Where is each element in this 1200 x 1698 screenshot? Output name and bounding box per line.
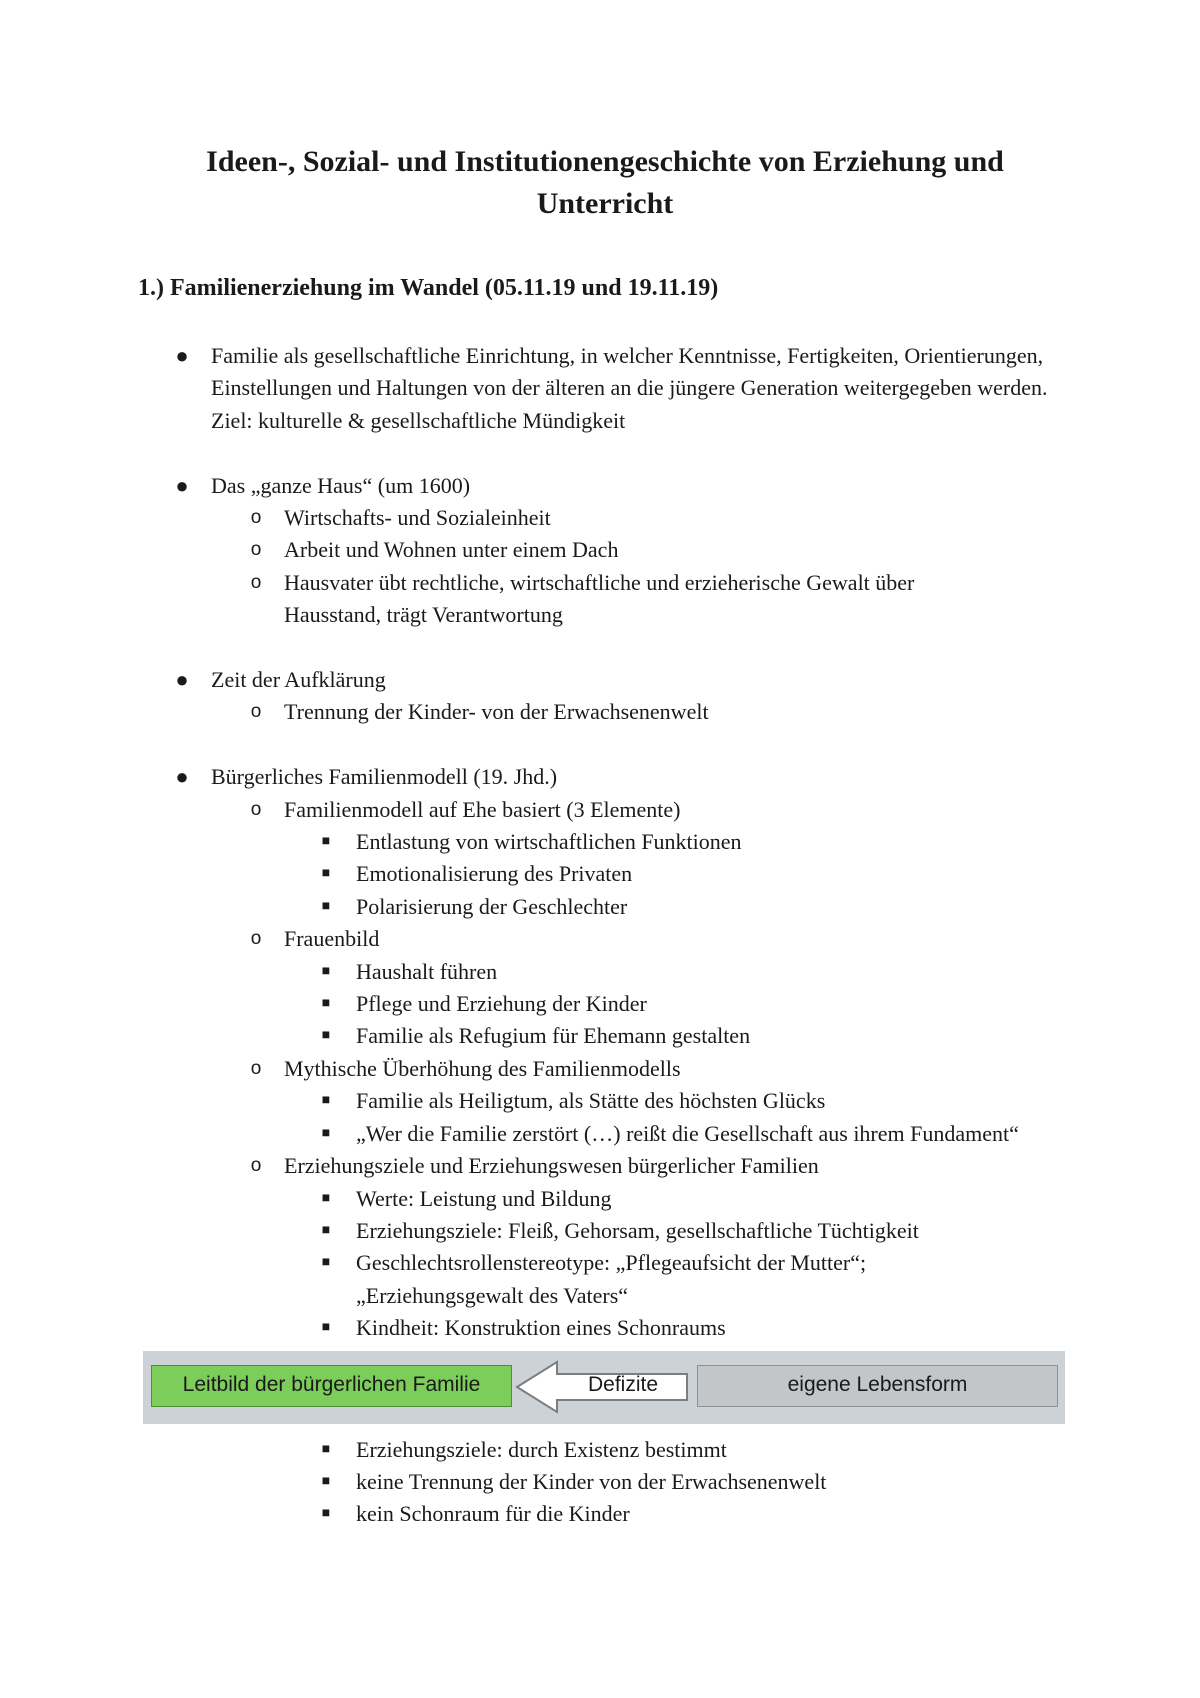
square-marker-icon: ■ <box>321 1506 331 1522</box>
paragraph-spacer <box>0 437 1200 469</box>
list-item-text: Erziehungsziele und Erziehungswesen bürgerlicher Familien <box>284 1153 819 1179</box>
square-marker-icon: ■ <box>321 1441 331 1457</box>
list-item-text: Familie als Heiligtum, als Stätte des höchsten Glücks <box>356 1088 826 1114</box>
list-item-text: kein Schonraum für die Kinder <box>356 1501 630 1527</box>
list-item-level-1 <box>0 664 1071 696</box>
square-marker-icon: ■ <box>321 1125 331 1141</box>
list-item-text: Mythische Überhöhung des Familienmodells <box>284 1055 681 1081</box>
list-item-text: Wirtschafts- und Sozialeinheit <box>284 505 551 531</box>
list-item-text: Emotionalisierung des Privaten <box>356 861 633 887</box>
list-item-level-3 <box>0 891 1036 923</box>
list-item-level-2 <box>0 1150 1004 1182</box>
list-item-level-1 <box>0 470 1071 502</box>
list-item-level-3 <box>0 1215 1036 1247</box>
circle-marker-icon: o <box>250 1057 262 1079</box>
outline-list <box>0 340 1200 1531</box>
family-model-diagram <box>143 1351 1065 1424</box>
list-item-text: Geschlechtsrollenstereotype: „Pflegeaufsicht der Mutter“; „Erziehungsgewalt des Vaters“ <box>356 1250 867 1308</box>
square-marker-icon: ■ <box>321 898 331 914</box>
list-item-level-1 <box>0 340 1071 437</box>
bullet-marker-icon: ● <box>175 764 189 790</box>
list-item-text: Hausvater übt rechtliche, wirtschaftliche und erzieherische Gewalt über Hausstand, trägt Verantwortung <box>284 569 915 628</box>
bullet-marker-icon: ● <box>175 472 189 498</box>
bullet-marker-icon: ● <box>175 667 189 693</box>
list-item-level-2 <box>0 696 1004 728</box>
square-marker-icon: ■ <box>321 1190 331 1206</box>
own-lifestyle-box: eigene Lebensform <box>697 1365 1058 1407</box>
list-item-text: Familie als Refugium für Ehemann gestalten <box>356 1023 751 1049</box>
list-item-text: Frauenbild <box>284 926 380 952</box>
ideal-family-box: Leitbild der bürgerlichen Familie <box>151 1365 512 1407</box>
list-item-level-3 <box>0 1118 1036 1150</box>
list-item-level-2 <box>0 1053 1004 1085</box>
circle-marker-icon: o <box>250 507 262 529</box>
list-item-level-2 <box>0 923 1004 955</box>
circle-marker-icon: o <box>250 701 262 723</box>
list-item-text: Entlastung von wirtschaftlichen Funktionen <box>356 829 742 855</box>
section-heading: 1.) Familienerziehung im Wandel (05.11.19 und 19.11.19) <box>138 275 719 301</box>
document-title: Ideen-, Sozial- und Institutionengeschichte von Erziehung und Unterricht <box>206 145 1004 220</box>
square-marker-icon: ■ <box>321 1093 331 1109</box>
square-marker-icon: ■ <box>321 996 331 1012</box>
list-item-text: Polarisierung der Geschlechter <box>356 893 628 919</box>
deficits-label: Defizite <box>587 1373 659 1397</box>
list-item-level-1 <box>0 761 1071 793</box>
circle-marker-icon: o <box>250 798 262 820</box>
square-marker-icon: ■ <box>321 1028 331 1044</box>
list-item-level-3 <box>0 1498 1036 1530</box>
paragraph-spacer <box>0 632 1200 664</box>
list-item-text: Werte: Leistung und Bildung <box>356 1185 612 1211</box>
square-marker-icon: ■ <box>321 834 331 850</box>
bullet-marker-icon: ● <box>175 343 189 368</box>
list-item-text: „Wer die Familie zerstört (…) reißt die Gesellschaft aus ihrem Fundament“ <box>356 1120 1019 1146</box>
list-item-level-3 <box>0 858 1036 890</box>
paragraph-spacer <box>0 729 1200 761</box>
list-item-text: Das „ganze Haus“ (um 1600) <box>211 472 471 498</box>
list-item-level-3 <box>0 988 1036 1020</box>
list-item-text: Kindheit: Konstruktion eines Schonraums <box>356 1315 726 1341</box>
list-item-text: Pflege und Erziehung der Kinder <box>356 991 647 1017</box>
square-marker-icon: ■ <box>321 1320 331 1336</box>
list-item-level-3 <box>0 956 1036 988</box>
list-item-text: Erziehungsziele: Fleiß, Gehorsam, gesellschaftliche Tüchtigkeit <box>356 1217 919 1243</box>
list-item-text: Haushalt führen <box>356 958 498 984</box>
list-item-level-3 <box>0 826 1036 858</box>
list-item-level-2 <box>0 567 1004 632</box>
list-item-level-3 <box>0 1085 1036 1117</box>
square-marker-icon: ■ <box>321 1222 331 1238</box>
list-item-text: Erziehungsziele: durch Existenz bestimmt <box>356 1436 727 1462</box>
list-item-level-3 <box>0 1183 1036 1215</box>
list-item-level-3 <box>0 1312 1036 1344</box>
square-marker-icon: ■ <box>321 866 331 882</box>
square-marker-icon: ■ <box>321 1473 331 1489</box>
list-item-level-2 <box>0 534 1004 566</box>
list-item-text: keine Trennung der Kinder von der Erwachsenenwelt <box>356 1468 827 1494</box>
circle-marker-icon: o <box>250 1155 262 1177</box>
list-item-level-3 <box>0 1247 1036 1312</box>
circle-marker-icon: o <box>250 928 262 950</box>
square-marker-icon: ■ <box>321 1255 331 1271</box>
list-item-text: Trennung der Kinder- von der Erwachsenenwelt <box>284 699 709 725</box>
list-item-text: Zeit der Aufklärung <box>211 667 386 693</box>
list-item-level-2 <box>0 794 1004 826</box>
list-item-text: Familienmodell auf Ehe basiert (3 Elemente) <box>284 796 681 822</box>
circle-marker-icon: o <box>250 571 262 593</box>
list-item-level-3 <box>0 1434 1036 1466</box>
square-marker-icon: ■ <box>321 963 331 979</box>
list-item-text: Familie als gesellschaftliche Einrichtung, in welcher Kenntnisse, Fertigkeiten, Orientierungen, Einstellungen und Haltungen von der älteren an die jüngere Generation weitergegeben werden. Ziel: kulturelle & gesellschaftliche Mündigkeit <box>211 343 1048 433</box>
list-item-level-2 <box>0 502 1004 534</box>
circle-marker-icon: o <box>250 539 262 561</box>
list-item-text: Bürgerliches Familienmodell (19. Jhd.) <box>211 764 558 790</box>
list-item-level-3 <box>0 1466 1036 1498</box>
list-item-text: Arbeit und Wohnen unter einem Dach <box>284 537 619 563</box>
list-item-level-3 <box>0 1020 1036 1052</box>
